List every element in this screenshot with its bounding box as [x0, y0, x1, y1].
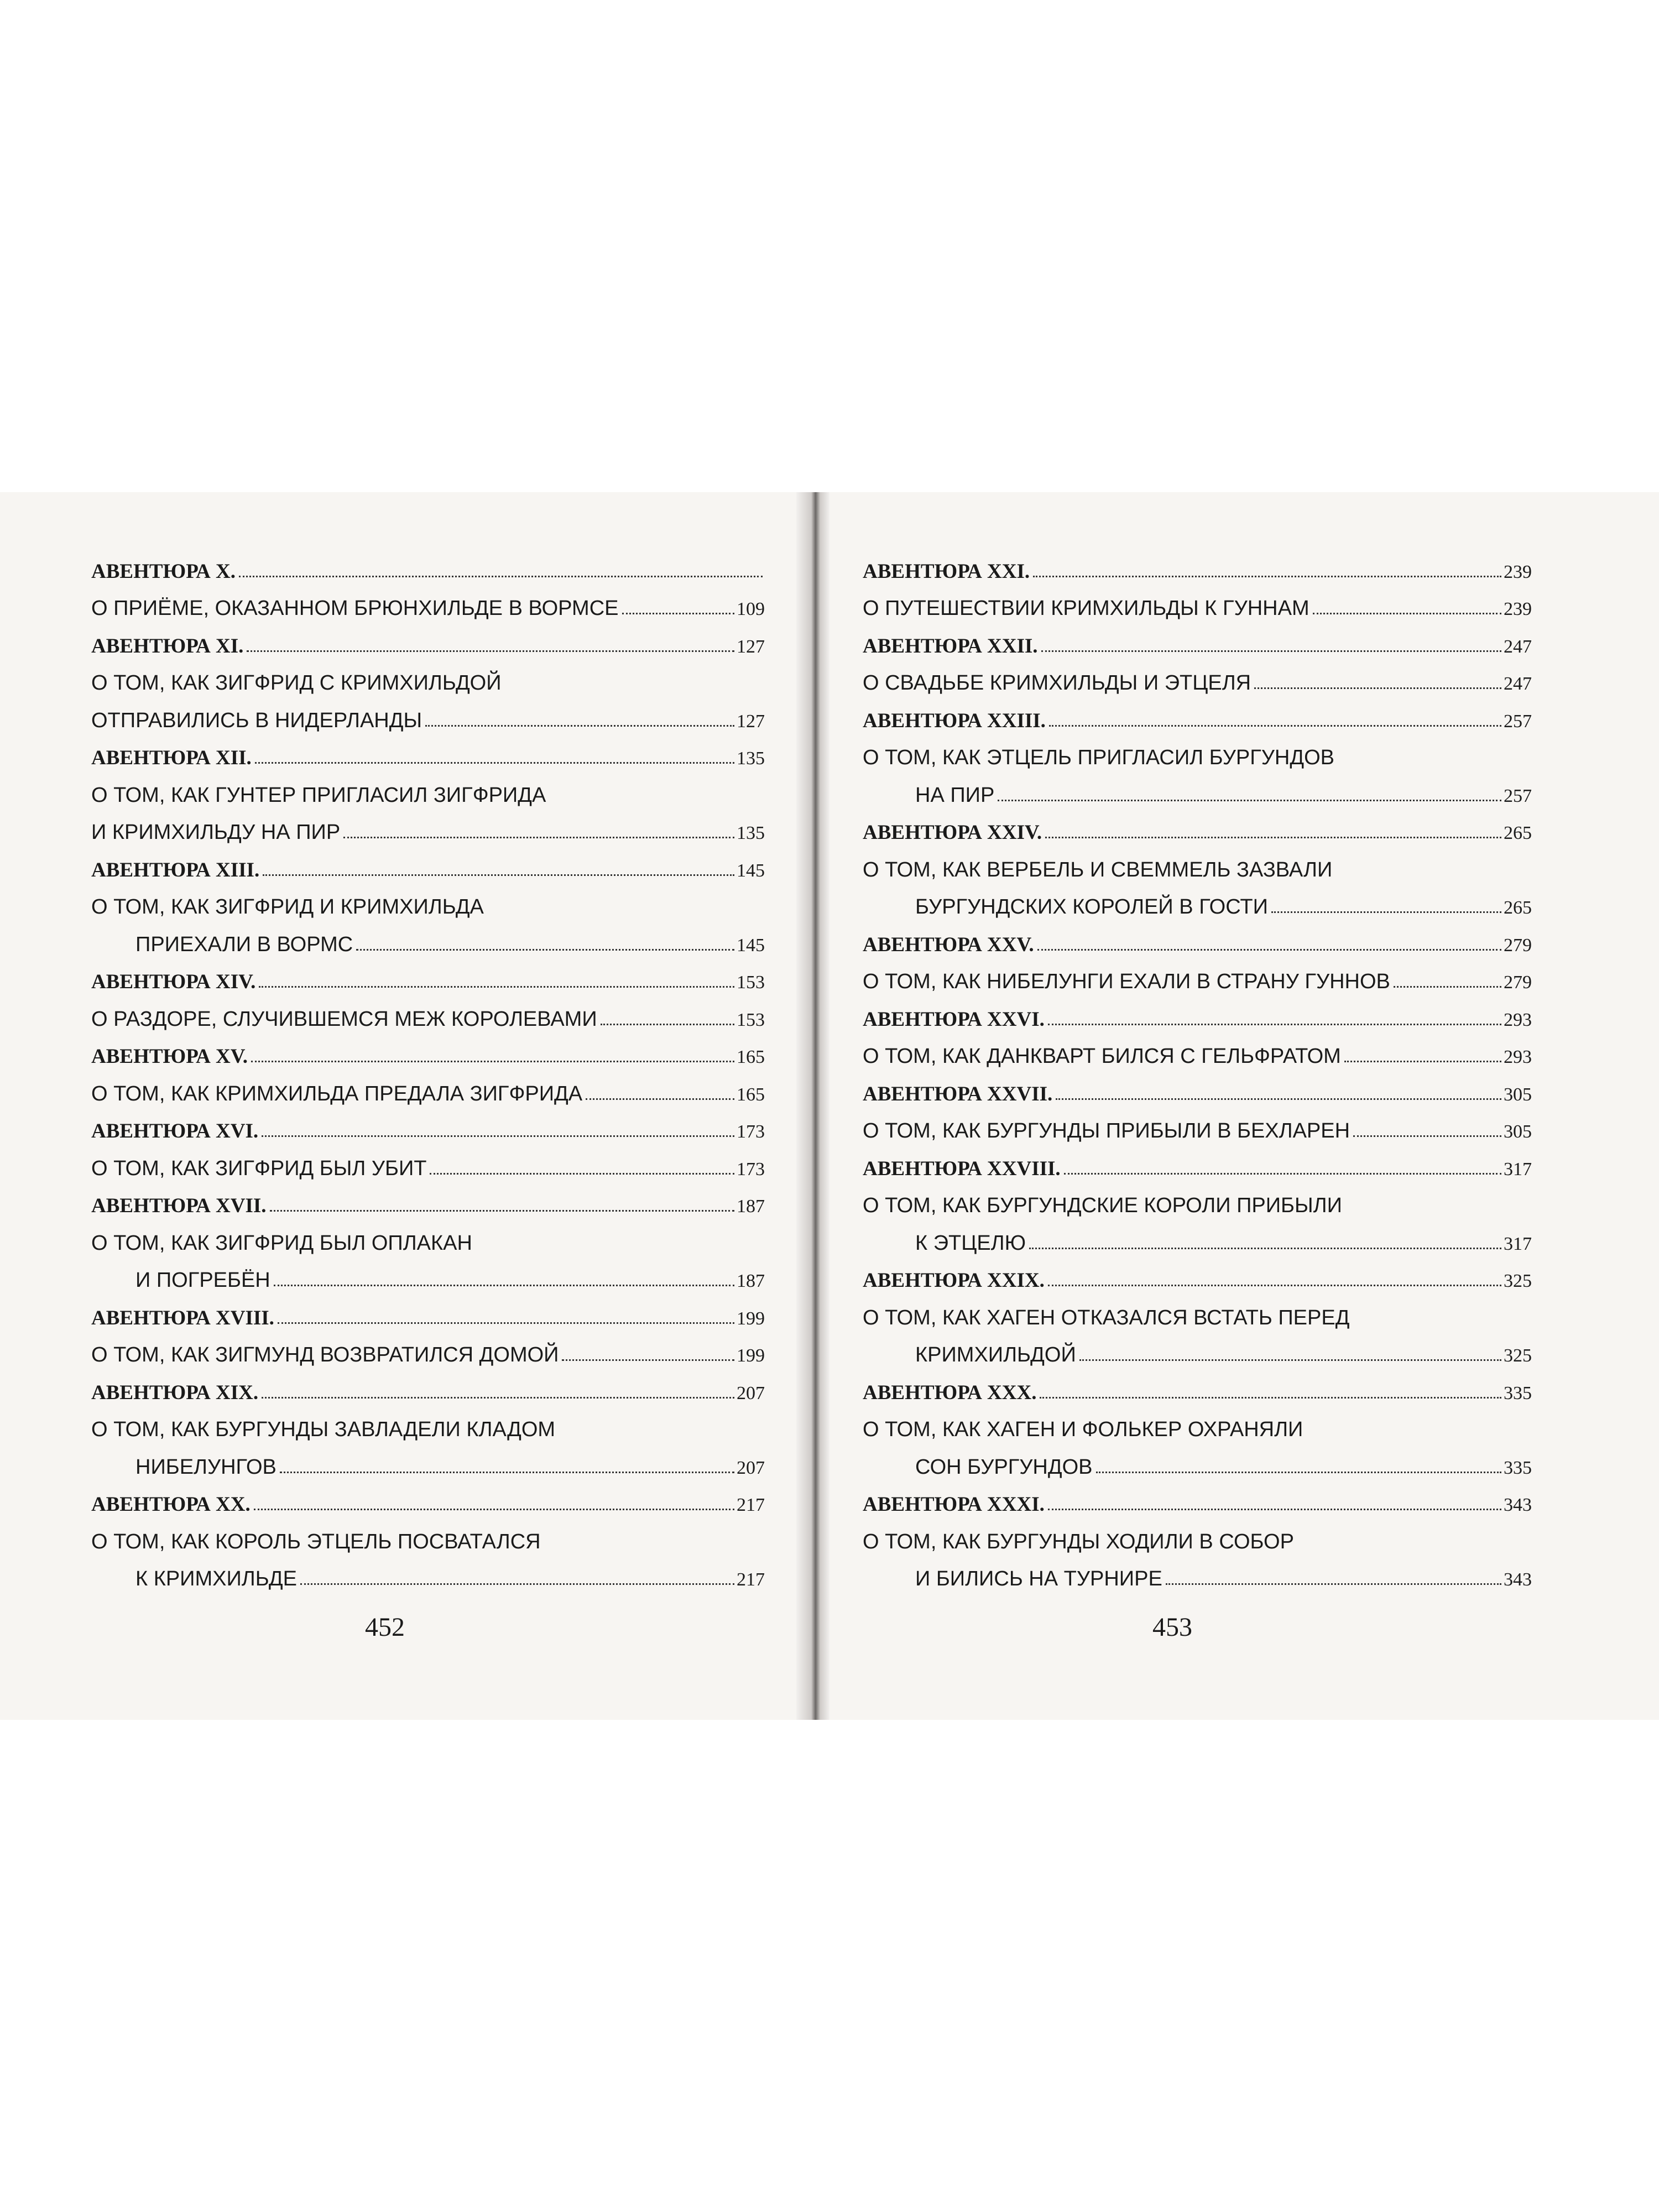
toc-entry-title: О ТОМ, КАК БУРГУНДЫ ПРИБЫЛИ В БЕХЛАРЕН	[863, 1119, 1350, 1142]
toc-entry-title: АВЕНТЮРА XVIII.	[91, 1306, 274, 1329]
toc-entry-title: О ТОМ, КАК ЗИГФРИД И КРИМХИЛЬДА	[91, 895, 484, 919]
toc-entry	[863, 734, 1532, 772]
toc-entry-title: И ПОГРЕБЁН	[135, 1269, 270, 1292]
toc-entry-title: АВЕНТЮРА XIII.	[91, 858, 260, 881]
toc-page-number: 265	[1504, 823, 1532, 843]
toc-entry-title: О ТОМ, КАК БУРГУНДСКИЕ КОРОЛИ ПРИБЫЛИ	[863, 1194, 1342, 1217]
toc-entry-title: АВЕНТЮРА XX.	[91, 1493, 251, 1516]
toc-page-number: 247	[1504, 674, 1532, 694]
toc-leader-dots	[247, 650, 734, 652]
toc-chapter-heading	[863, 622, 1532, 660]
toc-chapter-heading	[91, 1481, 765, 1519]
toc-chapter-heading	[863, 809, 1532, 847]
toc-entry-title: АВЕНТЮРА XIX.	[91, 1381, 259, 1404]
toc-chapter-heading	[863, 547, 1532, 585]
toc-entry-title: АВЕНТЮРА XXIX.	[863, 1269, 1045, 1292]
toc-entry	[863, 884, 1532, 921]
toc-page-number: 135	[737, 748, 765, 769]
toc-page-number: 325	[1504, 1345, 1532, 1366]
toc-leader-dots	[274, 1285, 734, 1286]
toc-leader-dots	[430, 1173, 734, 1175]
toc-page-number: 247	[1504, 636, 1532, 657]
toc-chapter-heading	[863, 1145, 1532, 1182]
toc-entry-title: О ТОМ, КАК НИБЕЛУНГИ ЕХАЛИ В СТРАНУ ГУННОВ	[863, 970, 1390, 993]
toc-entry-title: О ТОМ, КАК ЗИГФРИД БЫЛ УБИТ	[91, 1156, 427, 1180]
toc-page-number: 135	[737, 823, 765, 843]
toc-entry	[91, 697, 765, 734]
toc-entry	[863, 1556, 1532, 1593]
toc-page-number: 145	[737, 860, 765, 881]
toc-page-number: 127	[737, 636, 765, 657]
toc-leader-dots	[998, 800, 1501, 801]
toc-page-number: 343	[1504, 1569, 1532, 1590]
toc-entry-title: О ПРИЁМЕ, ОКАЗАННОМ БРЮНХИЛЬДЕ В ВОРМСЕ	[91, 597, 619, 620]
toc-chapter-heading	[863, 1369, 1532, 1406]
toc-leader-dots	[356, 949, 734, 951]
toc-entry-title: О ТОМ, КАК ХАГЕН И ФОЛЬКЕР ОХРАНЯЛИ	[863, 1418, 1303, 1441]
toc-page-number: 257	[1504, 785, 1532, 806]
toc-entry	[91, 1145, 765, 1182]
toc-leader-dots	[586, 1098, 734, 1100]
toc-page-number: 279	[1504, 935, 1532, 956]
toc-chapter-heading	[91, 1182, 765, 1220]
toc-leader-dots	[1096, 1472, 1501, 1473]
toc-entry-title: О ТОМ, КАК ВЕРБЕЛЬ И СВЕММЕЛЬ ЗАЗВАЛИ	[863, 858, 1333, 881]
toc-leader-dots	[1254, 687, 1501, 689]
toc-entry	[863, 846, 1532, 884]
table-of-contents-right	[863, 547, 1532, 1593]
page-number-left: 452	[365, 1613, 405, 1642]
toc-entry-title: АВЕНТЮРА XXIII.	[863, 709, 1046, 732]
toc-entry-title: АВЕНТЮРА XXV.	[863, 933, 1034, 956]
toc-entry-title: О СВАДЬБЕ КРИМХИЛЬДЫ И ЭТЦЕЛЯ	[863, 671, 1251, 695]
toc-page-number: 279	[1504, 972, 1532, 993]
toc-page-number: 127	[737, 711, 765, 732]
toc-entry	[91, 1406, 765, 1444]
toc-entry-title: И КРИМХИЛЬДУ НА ПИР	[91, 821, 341, 844]
toc-entry	[863, 1332, 1532, 1369]
toc-leader-dots	[1045, 837, 1501, 838]
toc-leader-dots	[601, 1024, 734, 1025]
toc-page-number: 207	[737, 1383, 765, 1404]
toc-entry-title: АВЕНТЮРА X.	[91, 560, 236, 583]
toc-entry-title: ПРИЕХАЛИ В ВОРМС	[135, 932, 353, 956]
toc-entry-title: АВЕНТЮРА XXII.	[863, 634, 1038, 658]
toc-entry-title: НА ПИР	[915, 783, 995, 807]
toc-chapter-heading	[91, 846, 765, 884]
toc-entry	[863, 1182, 1532, 1220]
toc-page-number: 199	[737, 1345, 765, 1366]
toc-entry-title: К КРИМХИЛЬДЕ	[135, 1567, 297, 1590]
toc-entry-title: АВЕНТЮРА XI.	[91, 634, 244, 658]
toc-entry	[91, 585, 765, 623]
toc-entry	[863, 585, 1532, 623]
toc-entry	[863, 1294, 1532, 1332]
toc-leader-dots	[239, 576, 763, 577]
toc-page-number: 187	[737, 1271, 765, 1291]
toc-page-number: 165	[737, 1047, 765, 1067]
toc-leader-dots	[1048, 1509, 1501, 1510]
toc-leader-dots	[262, 1135, 734, 1137]
toc-entry-title: АВЕНТЮРА XXI.	[863, 560, 1030, 583]
toc-page-number: 187	[737, 1196, 765, 1217]
toc-entry	[91, 1518, 765, 1556]
toc-leader-dots	[270, 1210, 734, 1212]
toc-page-number: 109	[737, 599, 765, 619]
toc-entry	[91, 1556, 765, 1593]
toc-leader-dots	[1079, 1359, 1501, 1361]
toc-page-number: 317	[1504, 1159, 1532, 1180]
toc-page-number: 165	[737, 1084, 765, 1105]
toc-entry	[91, 809, 765, 847]
toc-entry-title: О ТОМ, КАК ХАГЕН ОТКАЗАЛСЯ ВСТАТЬ ПЕРЕД	[863, 1306, 1350, 1329]
toc-leader-dots	[425, 725, 734, 727]
toc-leader-dots	[562, 1359, 734, 1361]
toc-leader-dots	[343, 837, 734, 838]
toc-entry-title: БУРГУНДСКИХ КОРОЛЕЙ В ГОСТИ	[915, 895, 1268, 919]
toc-chapter-heading	[91, 1033, 765, 1071]
toc-leader-dots	[1048, 1024, 1501, 1025]
toc-entry	[863, 1518, 1532, 1556]
toc-entry-title: О ТОМ, КАК ЗИГМУНД ВОЗВРАТИЛСЯ ДОМОЙ	[91, 1343, 559, 1366]
toc-chapter-heading	[91, 734, 765, 772]
toc-entry-title: НИБЕЛУНГОВ	[135, 1455, 276, 1479]
toc-leader-dots	[255, 762, 734, 764]
toc-chapter-heading	[863, 697, 1532, 734]
toc-entry-title: О ПУТЕШЕСТВИИ КРИМХИЛЬДЫ К ГУННАМ	[863, 597, 1310, 620]
toc-entry	[863, 1219, 1532, 1257]
toc-entry-title: О ТОМ, КАК ДАНКВАРТ БИЛСЯ С ГЕЛЬФРАТОМ	[863, 1045, 1341, 1068]
toc-page-number: 293	[1504, 1047, 1532, 1067]
toc-page-number: 335	[1504, 1383, 1532, 1404]
toc-chapter-heading	[863, 995, 1532, 1033]
toc-entry-title: О ТОМ, КАК БУРГУНДЫ ЗАВЛАДЕЛИ КЛАДОМ	[91, 1418, 556, 1441]
toc-entry-title: О ТОМ, КАК КРИМХИЛЬДА ПРЕДАЛА ЗИГФРИДА	[91, 1082, 583, 1105]
toc-entry	[863, 1033, 1532, 1071]
toc-entry	[91, 921, 765, 958]
toc-entry-title: О ТОМ, КАК ЭТЦЕЛЬ ПРИГЛАСИЛ БУРГУНДОВ	[863, 746, 1334, 769]
toc-leader-dots	[1353, 1135, 1501, 1137]
toc-page-number: 145	[737, 935, 765, 956]
page-number-right: 453	[1152, 1613, 1192, 1642]
toc-entry-title: О РАЗДОРЕ, СЛУЧИВШЕМСЯ МЕЖ КОРОЛЕВАМИ	[91, 1007, 597, 1031]
toc-leader-dots	[1394, 986, 1501, 988]
toc-leader-dots	[1033, 576, 1501, 577]
toc-page-number: 325	[1504, 1271, 1532, 1291]
table-of-contents-left	[91, 547, 765, 1593]
toc-chapter-heading	[91, 622, 765, 660]
toc-page-number: 317	[1504, 1233, 1532, 1254]
toc-entry-title: О ТОМ, КАК КОРОЛЬ ЭТЦЕЛЬ ПОСВАТАЛСЯ	[91, 1530, 541, 1553]
toc-entry	[863, 771, 1532, 809]
toc-leader-dots	[262, 1397, 734, 1399]
toc-page-number: 239	[1504, 599, 1532, 619]
toc-entry-title: О ТОМ, КАК ГУНТЕР ПРИГЛАСИЛ ЗИГФРИДА	[91, 783, 546, 807]
toc-entry	[91, 1219, 765, 1257]
toc-entry	[91, 995, 765, 1033]
toc-entry	[91, 1332, 765, 1369]
toc-leader-dots	[263, 874, 734, 876]
toc-entry-title: АВЕНТЮРА XV.	[91, 1045, 248, 1068]
toc-leader-dots	[280, 1472, 734, 1473]
toc-leader-dots	[278, 1322, 734, 1324]
toc-page-number: 217	[737, 1495, 765, 1515]
book-gutter	[796, 492, 830, 1720]
toc-leader-dots	[1040, 1397, 1501, 1399]
toc-leader-dots	[1344, 1061, 1501, 1062]
toc-leader-dots	[251, 1061, 734, 1062]
toc-entry	[863, 1108, 1532, 1145]
toc-leader-dots	[1056, 1098, 1501, 1100]
toc-leader-dots	[254, 1509, 734, 1510]
toc-page-number: 153	[737, 1009, 765, 1030]
toc-entry	[91, 771, 765, 809]
right-page	[818, 492, 1659, 1720]
toc-chapter-heading	[863, 1070, 1532, 1108]
toc-page-number: 173	[737, 1121, 765, 1142]
toc-entry-title: О ТОМ, КАК ЗИГФРИД С КРИМХИЛЬДОЙ	[91, 671, 502, 695]
toc-entry	[91, 1443, 765, 1481]
toc-page-number: 335	[1504, 1457, 1532, 1478]
toc-page-number: 343	[1504, 1495, 1532, 1515]
toc-page-number: 153	[737, 972, 765, 993]
toc-leader-dots	[1313, 613, 1501, 614]
toc-leader-dots	[1271, 911, 1501, 913]
toc-chapter-heading	[863, 1257, 1532, 1295]
toc-chapter-heading	[91, 1108, 765, 1145]
toc-entry-title: АВЕНТЮРА XII.	[91, 747, 252, 769]
toc-entry	[863, 958, 1532, 996]
toc-entry-title: АВЕНТЮРА XXX.	[863, 1381, 1037, 1404]
toc-entry-title: АВЕНТЮРА XXVIII.	[863, 1157, 1061, 1180]
toc-entry	[863, 1406, 1532, 1444]
toc-entry-title: КРИМХИЛЬДОЙ	[915, 1343, 1076, 1366]
toc-entry	[863, 1443, 1532, 1481]
toc-chapter-heading	[91, 958, 765, 996]
toc-chapter-heading	[863, 921, 1532, 958]
toc-leader-dots	[1041, 650, 1501, 652]
toc-page-number: 265	[1504, 898, 1532, 918]
toc-page-number: 305	[1504, 1084, 1532, 1105]
toc-leader-dots	[1166, 1583, 1501, 1585]
toc-leader-dots	[622, 613, 735, 614]
toc-page-number: 257	[1504, 711, 1532, 732]
toc-entry-title: АВЕНТЮРА XXIV.	[863, 821, 1042, 844]
toc-page-number: 199	[737, 1308, 765, 1329]
toc-entry-title: АВЕНТЮРА XXVI.	[863, 1008, 1045, 1031]
toc-entry	[91, 660, 765, 697]
toc-entry-title: К ЭТЦЕЛЮ	[915, 1231, 1026, 1255]
toc-entry	[91, 1257, 765, 1295]
toc-entry-title: ОТПРАВИЛИСЬ В НИДЕРЛАНДЫ	[91, 708, 422, 732]
toc-chapter-heading	[863, 1481, 1532, 1519]
toc-page-number: 239	[1504, 561, 1532, 582]
toc-leader-dots	[1048, 1285, 1501, 1286]
toc-chapter-heading	[91, 1369, 765, 1406]
toc-leader-dots	[300, 1583, 734, 1585]
toc-entry-title: О ТОМ, КАК ЗИГФРИД БЫЛ ОПЛАКАН	[91, 1231, 472, 1255]
toc-leader-dots	[1049, 725, 1501, 727]
toc-entry-title: АВЕНТЮРА XXVII.	[863, 1082, 1053, 1105]
toc-entry-title: АВЕНТЮРА XIV.	[91, 971, 256, 993]
toc-entry-title: И БИЛИСЬ НА ТУРНИРЕ	[915, 1567, 1162, 1590]
book-spread	[0, 492, 1659, 1720]
toc-chapter-heading	[91, 1294, 765, 1332]
toc-entry-title: О ТОМ, КАК БУРГУНДЫ ХОДИЛИ В СОБОР	[863, 1530, 1294, 1553]
toc-entry-title: СОН БУРГУНДОВ	[915, 1455, 1093, 1479]
toc-leader-dots	[1064, 1173, 1501, 1175]
left-page	[0, 492, 807, 1720]
toc-page-number: 293	[1504, 1009, 1532, 1030]
toc-page-number: 173	[737, 1159, 765, 1180]
toc-leader-dots	[259, 986, 734, 988]
toc-leader-dots	[1037, 949, 1501, 951]
toc-page-number: 207	[737, 1457, 765, 1478]
toc-chapter-heading	[91, 547, 765, 585]
toc-entry	[863, 660, 1532, 697]
toc-entry	[91, 884, 765, 921]
toc-leader-dots	[1029, 1248, 1501, 1249]
toc-page-number: 217	[737, 1569, 765, 1590]
toc-page-number: 305	[1504, 1121, 1532, 1142]
toc-entry	[91, 1070, 765, 1108]
toc-entry-title: АВЕНТЮРА XXXI.	[863, 1493, 1045, 1516]
toc-entry-title: АВЕНТЮРА XVII.	[91, 1194, 267, 1217]
toc-entry-title: АВЕНТЮРА XVI.	[91, 1120, 259, 1142]
